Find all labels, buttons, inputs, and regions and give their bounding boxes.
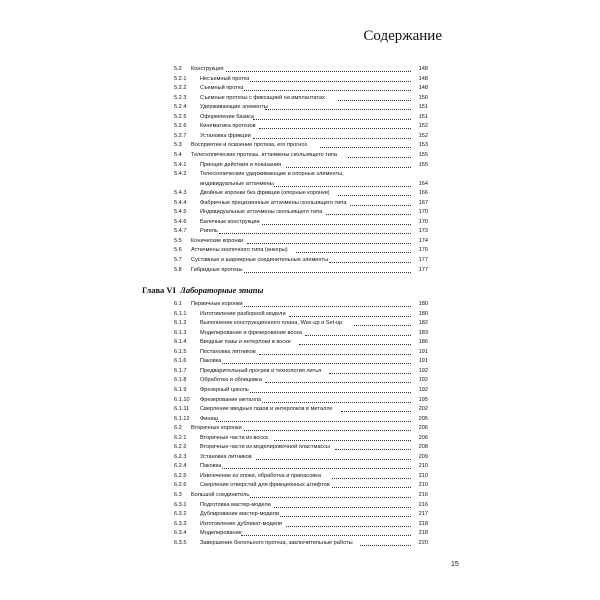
toc-entry-page: 155	[418, 161, 428, 168]
toc-entry-title: Принцип действия и показания	[200, 161, 282, 168]
toc-entry-title: Моделирование и фрезерование воска	[200, 329, 303, 336]
toc-dot-leader	[329, 373, 411, 374]
toc-entry-number: 5.4.3	[174, 190, 187, 197]
toc-entry-title: Аттачмены кнопочного типа (анкеры)	[191, 247, 288, 254]
toc-entry-number: 5.4.7	[174, 228, 187, 235]
toc-entry-number: 5.8	[174, 266, 182, 273]
toc-entry-number: 5.5	[174, 237, 182, 244]
toc-entry-number: 6.1.5	[174, 348, 187, 355]
toc-dot-leader	[332, 478, 411, 479]
toc-entry-title: Гибридные протезы	[191, 266, 243, 273]
toc-entry-page: 170	[418, 209, 428, 216]
toc-entry-page: 195	[418, 396, 428, 403]
toc-entry-number: 6.1.4	[174, 339, 187, 346]
toc-entry	[174, 189, 428, 198]
toc-dot-leader	[350, 205, 411, 206]
toc-entry-number: 5.4.4	[174, 199, 187, 206]
toc-dot-leader	[360, 545, 411, 546]
toc-entry-page: 173	[418, 228, 428, 235]
toc-entry-page: 210	[418, 482, 428, 489]
toc-entry-page: 166	[418, 190, 428, 197]
toc-entry	[174, 75, 428, 84]
toc-entry-page: 177	[418, 257, 428, 263]
toc-dot-leader	[274, 186, 411, 187]
toc-entry-number: 6.2.5	[174, 472, 187, 479]
toc-entry-title: Конструкция	[191, 66, 224, 72]
toc-entry	[174, 443, 428, 452]
toc-entry-number: 5.3	[174, 142, 182, 149]
toc-entry	[174, 329, 428, 338]
toc-dot-leader	[274, 440, 411, 441]
toc-dot-leader	[244, 306, 411, 307]
toc-entry-number: 5.2.7	[174, 132, 187, 139]
toc-dot-leader	[348, 157, 411, 158]
toc-entry	[174, 386, 428, 395]
toc-entry-page: 174	[418, 237, 428, 244]
toc-dot-leader	[326, 214, 411, 215]
toc-entry-number: 5.2.3	[174, 94, 187, 101]
toc-entry-title: Вводные пазы и интерлоки в воске	[200, 339, 291, 346]
toc-dot-leader	[222, 468, 411, 469]
toc-entry-page: 167	[418, 199, 428, 206]
toc-entry	[174, 161, 428, 170]
toc-entry	[174, 141, 428, 150]
toc-entry-title: Подготовка мастер-модели	[200, 501, 271, 508]
toc-dot-leader	[286, 167, 411, 168]
toc-dot-leader	[241, 535, 411, 536]
toc-entry-number: 6.3.3	[174, 520, 187, 527]
toc-entry-page: 170	[418, 218, 428, 225]
toc-entry-number: 5.4.2	[174, 171, 187, 178]
toc-entry-page: 208	[418, 444, 428, 451]
toc-entry-number: 6.2	[174, 425, 182, 432]
toc-entry	[174, 84, 428, 93]
toc-entry-page: 155	[418, 151, 428, 158]
toc-entry-title: Сверление вводных пазов и интерлоков в металле	[200, 406, 333, 413]
chapter-label: Глава VI	[142, 285, 176, 295]
toc-entry-title: Постановка литников	[200, 348, 256, 355]
toc-dot-leader	[250, 81, 411, 82]
toc-entry-title: Телескопические протезы, аттачмены скользящего типа	[191, 151, 338, 158]
toc-entry-number: 6.2.6	[174, 482, 187, 489]
toc-entry-number: 6.1.3	[174, 329, 187, 336]
toc-entry-title: Установка литников	[200, 453, 252, 460]
toc-entry-number: 6.3.5	[174, 539, 187, 546]
toc-entry	[174, 218, 428, 227]
toc-entry	[174, 510, 428, 519]
toc-entry-page: 209	[418, 453, 428, 460]
toc-entry	[174, 348, 428, 357]
toc-dot-leader	[296, 252, 411, 253]
toc-entry-title: Паковка	[200, 463, 222, 470]
toc-entry-number: 6.1	[174, 301, 182, 307]
toc-dot-leader	[259, 128, 411, 129]
toc-dot-leader	[341, 411, 411, 412]
toc-entry-number: 6.1.2	[174, 320, 187, 327]
toc-entry-title: Кинематика протезов	[200, 123, 256, 130]
toc-entry	[174, 180, 428, 189]
toc-entry-title: Индивидуальные аттачмены скользящего типа	[200, 209, 323, 216]
toc-entry	[174, 113, 428, 122]
toc-entry-page: 148	[418, 85, 428, 92]
toc-entry-number: 6.2.2	[174, 444, 187, 451]
toc-entry-title: Удерживающие элементы	[200, 104, 268, 111]
page-number: 15	[451, 561, 459, 568]
toc-entry	[174, 65, 428, 74]
toc-dot-leader	[244, 430, 411, 431]
toc-entry-number: 5.2.6	[174, 123, 187, 130]
toc-entry	[174, 199, 428, 208]
toc-entry-number: 6.2.4	[174, 463, 187, 470]
toc-entry	[174, 501, 428, 510]
toc-entry	[174, 122, 428, 131]
toc-entry	[174, 94, 428, 103]
toc-entry-title: Вторичные коронки	[191, 425, 242, 432]
toc-entry-page: 192	[418, 386, 428, 393]
toc-entry	[174, 424, 428, 433]
toc-entry-number: 6.1.6	[174, 358, 187, 365]
toc-entry-number: 6.1.12	[174, 415, 190, 422]
toc-entry-title: Фрезерный цоколь	[200, 386, 249, 393]
toc-entry-page: 218	[418, 530, 428, 537]
toc-entry	[174, 434, 428, 443]
toc-entry-page: 191	[418, 348, 428, 355]
toc-dot-leader	[244, 272, 411, 273]
toc-entry-page: 151	[418, 113, 428, 120]
toc-entry	[174, 453, 428, 462]
toc-entry-page: 148	[418, 75, 428, 82]
toc-entry	[174, 256, 428, 265]
toc-entry-number: 5.6	[174, 247, 182, 254]
toc-dot-leader	[338, 195, 411, 196]
toc-entry	[174, 246, 428, 255]
toc-entry-number: 5.4	[174, 151, 182, 158]
toc-entry-title: Изготовление дубликат-модели	[200, 520, 283, 527]
toc-dot-leader	[250, 497, 411, 498]
toc-entry-number: 6.3.1	[174, 501, 187, 508]
toc-entry	[174, 170, 428, 179]
toc-entry-number: 5.4.6	[174, 218, 187, 225]
toc-entry-title: Моделирование	[200, 530, 242, 537]
toc-entry-number: 5.2.4	[174, 104, 187, 111]
toc-entry-title: Вторичные части из воска	[200, 434, 268, 441]
toc-entry-title: Сверление отверстий для фрикционных штифтов	[200, 482, 330, 489]
toc-entry-number: 6.2.3	[174, 453, 187, 460]
page-title: Содержание	[363, 28, 442, 44]
toc-entry-title: Дублирование мастер-модели	[200, 511, 279, 518]
toc-dot-leader	[299, 344, 411, 345]
toc-entry	[174, 300, 428, 309]
toc-entry-page: 183	[418, 329, 428, 336]
toc-entry-number: 6.1.7	[174, 367, 187, 374]
toc-entry-page: 210	[418, 472, 428, 479]
toc-entry	[174, 227, 428, 236]
toc-dot-leader	[250, 392, 411, 393]
toc-dot-leader	[219, 233, 411, 234]
toc-dot-leader	[265, 109, 411, 110]
toc-entry-page: 206	[418, 434, 428, 441]
toc-entry-page: 205	[418, 415, 428, 422]
toc-dot-leader	[216, 421, 411, 422]
toc-entry	[174, 539, 428, 548]
toc-entry-title: Съемный протез	[200, 85, 244, 92]
toc-dot-leader	[354, 325, 412, 326]
toc-entry	[174, 319, 428, 328]
toc-entry-page: 192	[418, 367, 428, 374]
toc-entry-title: Конические коронки	[191, 237, 244, 244]
toc-entry-page: 202	[418, 406, 428, 413]
toc-entry	[174, 103, 428, 112]
toc-entry-title: Фабричные прецизионные аттачмены скользящего типа	[200, 199, 347, 206]
toc-dot-leader	[226, 71, 411, 72]
toc-dot-leader	[289, 316, 411, 317]
toc-dot-leader	[286, 526, 411, 527]
toc-entry-page: 153	[418, 142, 428, 149]
toc-entry-number: 5.2.2	[174, 85, 187, 92]
toc-entry-title: Установка фрикции	[200, 132, 251, 139]
toc-dot-leader	[247, 243, 411, 244]
toc-entry-number: 5.2.1	[174, 75, 187, 82]
toc-entry-title: Балочные конструкции	[200, 218, 260, 225]
toc-entry-title: Паковка	[200, 358, 222, 365]
toc-entry-page: 186	[418, 339, 428, 346]
toc-entry-page: 148	[418, 66, 428, 72]
toc-dot-leader	[262, 224, 411, 225]
toc-entry-title: Телескопические удерживающие и опорные элементы,	[200, 171, 344, 178]
toc-entry-title: Суставные и шарнирные соединительные элементы	[191, 257, 329, 263]
toc-entry	[174, 415, 428, 424]
toc-entry-page: 220	[418, 539, 428, 546]
toc-entry-title: Фрезерование металла	[200, 396, 262, 403]
toc-entry	[174, 132, 428, 141]
toc-entry-number: 6.3.4	[174, 530, 187, 537]
toc-dot-leader	[222, 363, 411, 364]
toc-entry-number: 5.7	[174, 257, 182, 263]
toc-entry-page: 176	[418, 247, 428, 254]
toc-entry-title: Ригель	[200, 228, 218, 235]
toc-entry-title: Съемные протезы с фиксацией на имплантатах	[200, 94, 325, 101]
toc-entry	[174, 237, 428, 246]
toc-entry-page: 216	[418, 492, 428, 498]
toc-dot-leader	[244, 90, 411, 91]
toc-entry-page: 150	[418, 94, 428, 101]
toc-entry-number: 5.4.1	[174, 161, 187, 168]
toc-entry-title: Вторичные части из моделировочной пластмассы	[200, 444, 331, 451]
toc-dot-leader	[280, 516, 411, 517]
toc-entry	[174, 357, 428, 366]
toc-entry-page: 192	[418, 377, 428, 384]
toc-dot-leader	[329, 262, 411, 263]
toc-entry	[174, 310, 428, 319]
toc-entry	[174, 208, 428, 217]
toc-entry	[174, 367, 428, 376]
toc-entry-page: 151	[418, 104, 428, 111]
chapter-title: Лабораторные этапы	[180, 285, 264, 295]
toc-entry-page: 177	[418, 266, 428, 273]
toc-entry	[174, 151, 428, 160]
toc-dot-leader	[253, 138, 411, 139]
toc-dot-leader	[338, 100, 411, 101]
toc-entry-title: Финиш	[200, 415, 219, 422]
toc-entry-title: Несъемный протез	[200, 75, 250, 82]
toc-entry-number: 6.3	[174, 492, 182, 498]
toc-entry	[174, 520, 428, 529]
toc-entry	[174, 376, 428, 385]
toc-entry	[174, 266, 428, 275]
toc-dot-leader	[259, 354, 411, 355]
toc-entry-page: 152	[418, 132, 428, 139]
toc-entry-page: 191	[418, 358, 428, 365]
toc-entry-title: Большой соединитель	[191, 492, 250, 498]
toc-entry-number: 5.2.5	[174, 113, 187, 120]
toc-entry	[174, 338, 428, 347]
toc-dot-leader	[274, 507, 411, 508]
toc-entry-page: 216	[418, 501, 428, 508]
toc-entry-title: Двойные коронки без фрикции (опорные коронки)	[200, 190, 330, 197]
toc-dot-leader	[253, 119, 411, 120]
toc-entry-page: 217	[418, 511, 428, 518]
toc-entry-title: Извлечение из опоки, обработка и припасовка	[200, 472, 321, 479]
toc-entry-number: 6.1.8	[174, 377, 187, 384]
toc-entry-page: 182	[418, 320, 428, 327]
toc-entry-number: 6.1.10	[174, 396, 190, 403]
toc-entry-title: Восприятие и освоение протеза, его прогноз	[191, 142, 307, 149]
toc-entry-number: 6.3.2	[174, 511, 187, 518]
toc-dot-leader	[320, 147, 411, 148]
toc-entry-title: Первичные коронки	[191, 301, 243, 307]
toc-entry-title: индивидуальные аттачмены	[200, 180, 274, 187]
toc-entry-page: 180	[418, 301, 428, 307]
toc-dot-leader	[262, 402, 411, 403]
toc-entry	[174, 481, 428, 490]
toc-entry-page: 164	[418, 180, 428, 187]
toc-entry-number: 6.1.11	[174, 406, 190, 413]
toc-entry	[174, 405, 428, 414]
toc-entry	[174, 491, 428, 500]
toc-entry-page: 218	[418, 520, 428, 527]
toc-entry-page: 206	[418, 425, 428, 432]
toc-entry-page: 210	[418, 463, 428, 470]
toc-entry-number: 6.1.1	[174, 310, 187, 317]
toc-entry-number: 5.4.5	[174, 209, 187, 216]
toc-entry-title: Изготовление разборной модели	[200, 310, 286, 317]
toc-entry-title: Обработка и облицовка	[200, 377, 262, 384]
toc-entry-title: Предварительный прогрев и технология литья	[200, 367, 322, 374]
toc-entry-number: 6.1.9	[174, 386, 187, 393]
toc-entry-page: 152	[418, 123, 428, 130]
toc-entry-number: 6.2.1	[174, 434, 187, 441]
toc-entry-number: 5.2	[174, 66, 182, 72]
toc-entry-page: 180	[418, 310, 428, 317]
toc-entry	[174, 529, 428, 538]
toc-entry-title: Оформление базиса	[200, 113, 254, 120]
toc-entry	[174, 396, 428, 405]
toc-dot-leader	[332, 487, 411, 488]
toc-dot-leader	[305, 335, 411, 336]
toc-entry	[174, 472, 428, 481]
toc-entry-title: Выполнение конструкционного плана, Wax-up и Set-up	[200, 320, 343, 327]
toc-dot-leader	[335, 449, 411, 450]
toc-entry-title: Завершение бюгельного протеза, заключительные работы	[200, 539, 353, 546]
toc-entry	[174, 462, 428, 471]
toc-dot-leader	[256, 459, 411, 460]
toc-dot-leader	[265, 382, 411, 383]
